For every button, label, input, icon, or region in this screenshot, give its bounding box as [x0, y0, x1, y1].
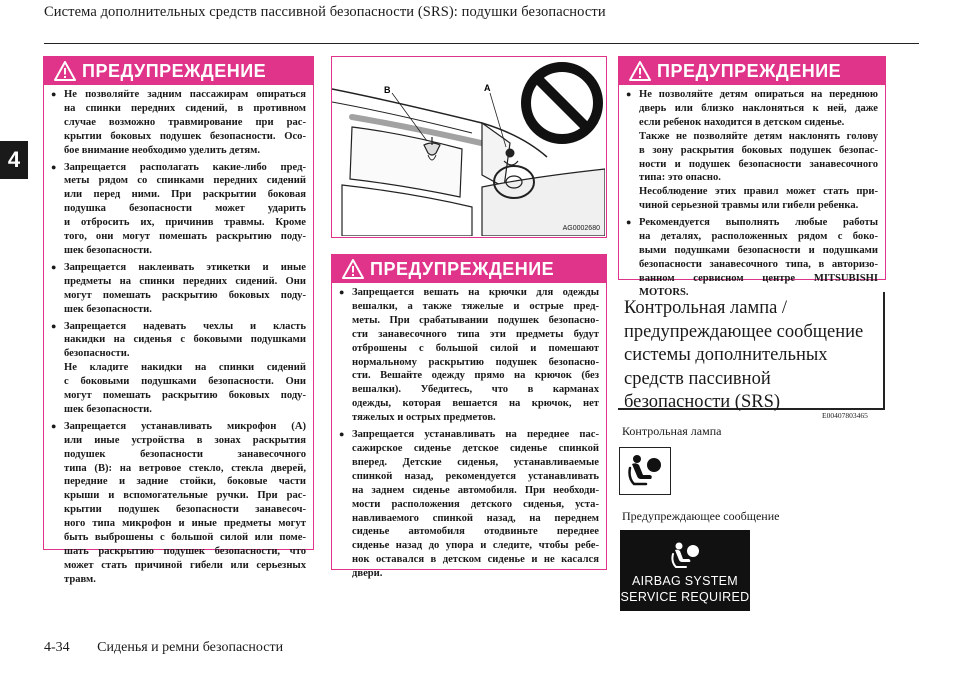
figure-code: AG0002680 [562, 225, 600, 232]
warning-line: случае возможно травмирование при рас- [64, 116, 306, 128]
label-a: A [484, 83, 491, 93]
warning-line: сти. Вешайте одежду прямо на крючок (без [352, 370, 599, 382]
section-title-line: предупреждающее сообщение [624, 321, 864, 342]
warning-heading-text: ПРЕДУПРЕЖДЕНИЕ [370, 258, 555, 279]
warning-line: шек безопасности. [64, 403, 152, 415]
warning-line: спинкой назад, рекомендуется устанавливать [352, 470, 599, 482]
warning-line: или перед ними. При раскрытии боковая [64, 189, 306, 201]
warning-line: ● Запрещается устанавливать на переднее пас- [352, 429, 599, 441]
warning-line: типа: это опасно. [639, 172, 721, 184]
warning-heading [619, 57, 885, 85]
warning-line: может стать причиной гибели или серьезных [64, 559, 306, 571]
warning-line: ● Запрещается наклеивать этикетки и иные [64, 261, 306, 273]
lamp-label: Контрольная лампа [622, 424, 722, 438]
warning-heading-text: ПРЕДУПРЕЖДЕНИЕ [657, 60, 842, 81]
warning-triangle-icon [54, 61, 76, 81]
warning-list [44, 85, 313, 594]
srs-lamp-icon [619, 447, 671, 495]
prohibition-icon [526, 67, 598, 139]
airbag-figure [331, 56, 607, 238]
warning-line: с боковыми подушками безопасности. Они [64, 376, 306, 388]
message-line-1: AIRBAG SYSTEM [631, 574, 738, 588]
warning-line: ● Запрещается надевать чехлы и класть [64, 320, 306, 332]
warning-triangle-icon [342, 259, 364, 279]
warning-line: шек безопасности. [64, 244, 152, 256]
warning-line: сти занавесочного типа эти предметы будут [352, 328, 599, 340]
warning-line: предметы на спинки передних сидений. Они [64, 275, 306, 287]
warning-line: подушка безопасности может ударить [64, 203, 306, 215]
page-header: Система дополнительных средств пассивной безопасности (SRS): подушки безопасности [44, 4, 606, 20]
warning-line: шать раскрытию подушек безопасности, что [64, 546, 306, 557]
car-interior-illustration [332, 57, 605, 236]
warning-line: в зону раскрытия боковых подушек безопас- [639, 144, 878, 156]
warning-heading [332, 255, 606, 283]
warning-line: дверь или близко наклоняться к ней, даже [639, 102, 878, 114]
warning-line: сиденье автомобиля отодвиньте переднее [352, 526, 599, 538]
section-title-line: безопасности (SRS) [624, 392, 781, 412]
warning-line: MOTORS. [639, 286, 689, 298]
warning-line: Несоблюдение этих правил может стать при- [639, 186, 878, 198]
warning-line: Также не позволяйте детям наклонять голову [639, 130, 878, 142]
warning-line: чиной серьезной травмы или гибели ребенка. [639, 200, 859, 212]
warning-line: ности и подушек безопасности занавесочного [639, 158, 878, 170]
warning-triangle-icon [629, 61, 651, 81]
warning-line: отброшены с большой силой и помешают [352, 342, 599, 354]
warning-line: сиденье назад до упора и следите, чтобы ребе- [352, 540, 599, 552]
warning-line: тяжелых и острых предметов. [352, 412, 496, 424]
warning-line: вешалки, а также тяжелые и острые пред- [352, 300, 599, 312]
warning-line: нок оставался в детском сиденье и не касался [352, 554, 599, 566]
warning-line: крытии боковых подушек безопасности. Осо- [64, 130, 306, 142]
warning-line: ного типа микрофон и иные предметы могут [64, 518, 306, 530]
warning-line: ● Запрещается устанавливать микрофон (A) [64, 420, 306, 432]
section-heading-box [618, 292, 885, 410]
warning-line: нормальному раскрытию подушек безопасно- [352, 356, 599, 368]
chapter-tab: 4 [0, 141, 28, 179]
warning-line: травм. [64, 573, 96, 585]
warning-line: сажирское сиденье детское сиденье спинкой [352, 442, 599, 454]
warning-line: накидки на сиденья с боковыми подушками [64, 334, 306, 346]
warning-box-right [618, 56, 886, 298]
warning-item [339, 286, 599, 425]
page-number: 4-34 [44, 640, 70, 655]
section-title [618, 292, 883, 415]
warning-line: ● Запрещается вешать на крючки для одежды [352, 287, 599, 298]
message-line-2: SERVICE REQUIRED [620, 590, 750, 604]
warning-line: ванном сервисном центре MITSUBISHI [639, 272, 878, 284]
warning-line: безопасности. [64, 348, 130, 360]
warning-line: если ребенок находится в детском сиденье. [639, 116, 845, 128]
warning-line: ● Не позволяйте детям опираться на переднюю [639, 89, 878, 100]
page-footer [44, 640, 307, 656]
warning-line: ● Не позволяйте задним пассажирам опираться [64, 89, 306, 100]
warning-line: передние и задние стойки, боковые части [64, 476, 306, 488]
warning-line: Не кладите накидки на спинки сидений [64, 362, 306, 374]
warning-heading-text: ПРЕДУПРЕЖДЕНИЕ [82, 60, 267, 81]
warning-item [51, 320, 306, 417]
warning-item [626, 216, 878, 299]
airbag-icon [666, 540, 706, 572]
warning-line: меты рядом со спинками передних сидений [64, 175, 306, 187]
warning-item [51, 261, 306, 317]
warning-line: мости расположения детского сиденья, уста- [352, 498, 599, 510]
warning-line: навливаемого спинкой назад, на переднем [352, 512, 599, 524]
label-b: B [384, 85, 391, 95]
warning-line: безопасности занавесочного типа, в авторизо- [639, 258, 878, 270]
warning-line: могут помешать раскрытию боковых поду- [64, 289, 306, 301]
warning-line: шек безопасности. [64, 303, 152, 315]
warning-line: быть выброшены с большой силой или поме- [64, 532, 306, 544]
warning-message-display [620, 530, 750, 611]
message-label: Предупреждающее сообщение [622, 509, 780, 523]
section-title-line: средств пассивной [624, 368, 771, 389]
footer-chapter-title: Сиденья и ремни безопасности [97, 640, 284, 655]
warning-line: меты. При срабатывании подушек безопасно- [352, 314, 599, 326]
warning-list [619, 85, 885, 307]
warning-line: на спинки передних сидений, в противном [64, 102, 306, 114]
warning-line: бое внимание необходимо уделить детям. [64, 144, 261, 156]
warning-line: на деталях, расположенных рядом с боко- [639, 231, 878, 243]
warning-line: и отбросить их, причинив травмы. Кроме [64, 217, 306, 229]
warning-line: типа (B): на ветровое стекло, стекла дверей, [64, 462, 306, 474]
warning-box-middle [331, 254, 607, 580]
warning-item [51, 420, 306, 587]
section-title-line: системы дополнительных [624, 345, 828, 365]
warning-line: вперед. Детские сиденья, устанавливаемые [352, 456, 599, 468]
warning-item [339, 428, 599, 581]
warning-line: крытии подушек безопасности занавесоч- [64, 504, 306, 516]
warning-line: одежды, которая вешается на крючок, нет [352, 398, 599, 410]
warning-heading [44, 57, 313, 85]
section-title-line: Контрольная лампа / [624, 298, 788, 318]
warning-line: ● Запрещается располагать какие-либо пред- [64, 161, 306, 173]
warning-line: двери. [352, 568, 383, 580]
warning-list [332, 283, 606, 588]
warning-item [51, 88, 306, 158]
warning-line: выми подушками безопасности и подушками [639, 244, 878, 256]
warning-line: ● Рекомендуется выполнять любые работы [639, 217, 878, 229]
warning-line: подушек безопасности занавесочного [64, 448, 306, 460]
warning-line: вешалки). Убедитесь, что в карманах [352, 384, 599, 396]
warning-line: или иные устройства в зонах раскрытия [64, 434, 306, 446]
warning-box-left [43, 56, 314, 585]
warning-item [626, 88, 878, 213]
warning-line: того, они могут помешать раскрытию поду- [64, 231, 306, 243]
section-code: E00407803465 [822, 411, 868, 420]
warning-line: могут помешать раскрытию боковых поду- [64, 390, 306, 402]
header-rule [44, 43, 919, 44]
warning-line: на заднем сиденье автомобиля. При необходи- [352, 484, 599, 496]
warning-item [51, 161, 306, 258]
warning-line: крыши и вспомогательные ручки. При рас- [64, 490, 306, 502]
